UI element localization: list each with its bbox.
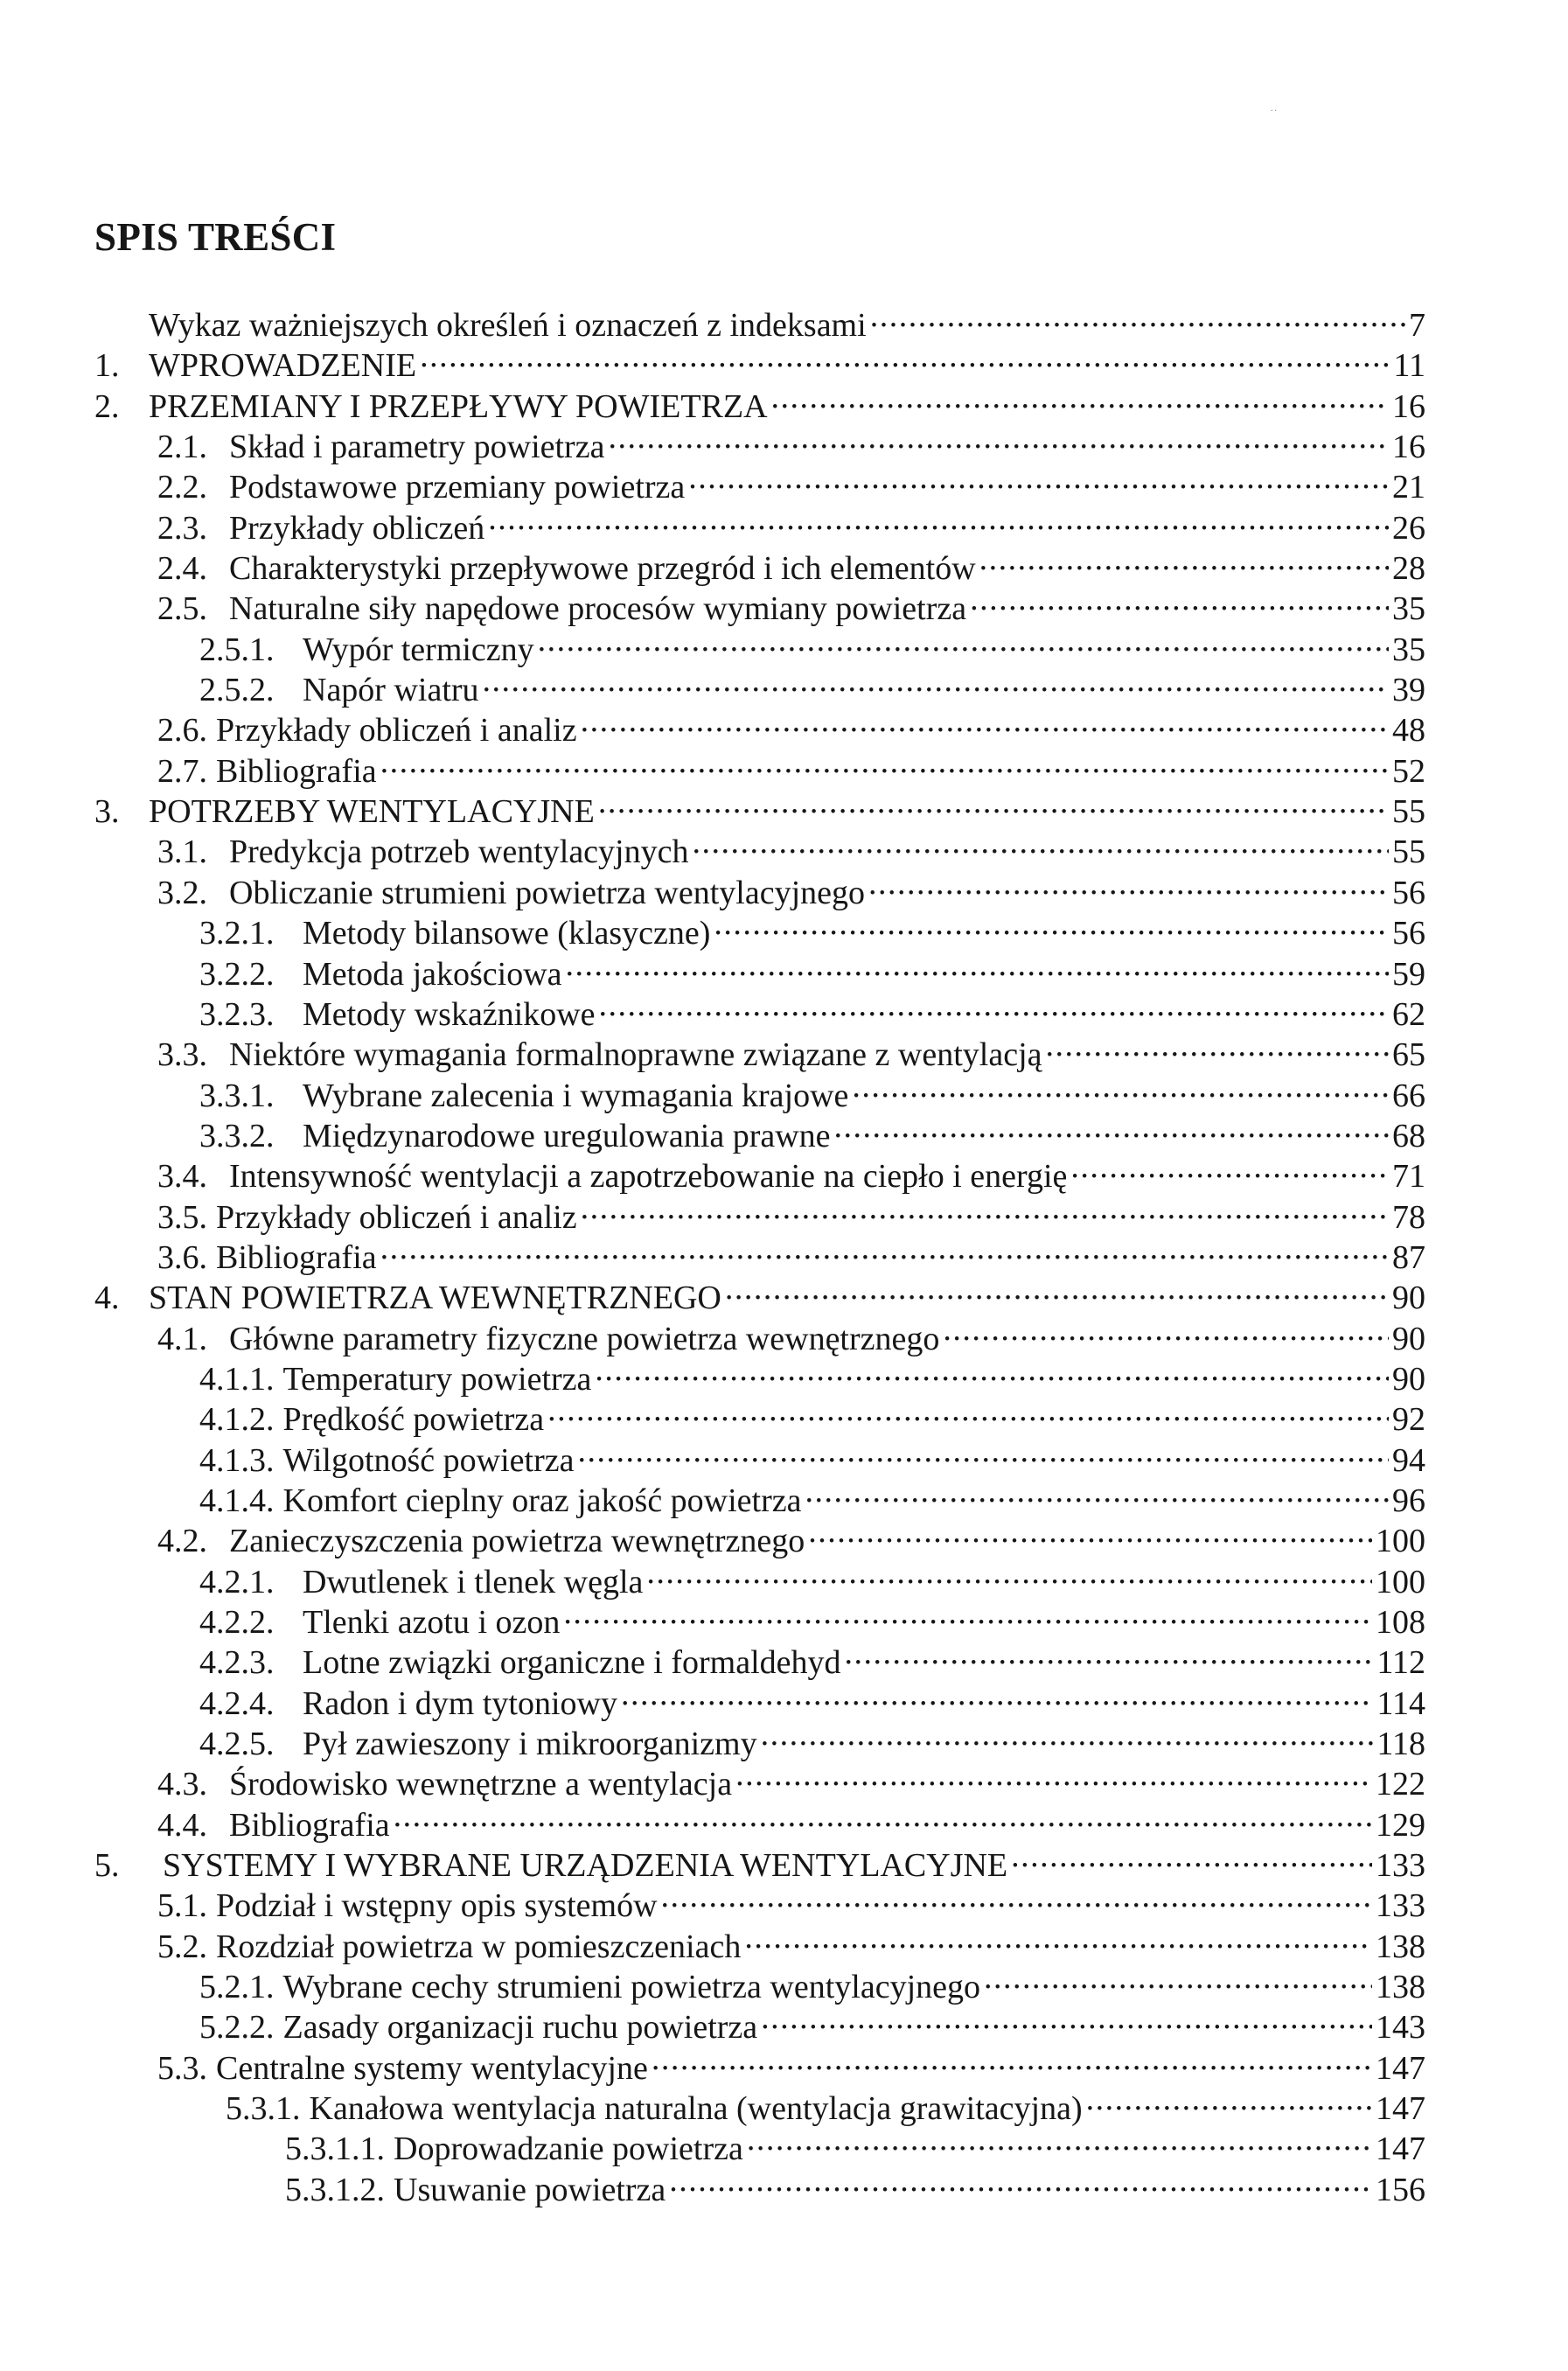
toc-entry-title: Dwutlenek i tlenek węgla [303, 1563, 644, 1600]
toc-entry-page-number: 133 [1376, 1847, 1425, 1885]
table-of-contents [94, 296, 1425, 2208]
dot-leader [547, 1390, 1389, 1430]
toc-entry-number: 5.3.1.2. [285, 2171, 385, 2208]
toc-entry-number: 3.2.3. [199, 995, 275, 1033]
toc-entry-number: 3.2.1. [199, 915, 275, 952]
dot-leader [488, 499, 1389, 539]
toc-entry-number: 5.2.1. [199, 1969, 275, 2006]
dot-leader [970, 579, 1389, 619]
toc-entry-page-number: 55 [1392, 833, 1425, 871]
toc-entry-title: Predykcja potrzeb wentylacyjnych [229, 833, 689, 871]
dot-leader [761, 1714, 1374, 1754]
dot-leader [834, 1106, 1389, 1147]
toc-entry-page-number: 94 [1392, 1441, 1425, 1479]
toc-entry-number: 4.3. [157, 1766, 207, 1803]
toc-entry-title: Bibliografia [216, 1238, 377, 1276]
dot-leader [595, 1349, 1389, 1390]
toc-entry-page-number: 147 [1376, 2049, 1425, 2087]
dot-leader [688, 457, 1389, 498]
toc-entry-title: Usuwanie powietrza [394, 2171, 666, 2208]
toc-entry-number: 4.1.3. [199, 1441, 275, 1479]
toc-entry-page-number: 68 [1392, 1117, 1425, 1154]
dot-leader [805, 1471, 1390, 1511]
dot-leader [845, 1633, 1374, 1673]
toc-entry-title: Skład i parametry powietrza [229, 429, 605, 466]
dot-leader [761, 1998, 1372, 2038]
toc-entry-title: Rozdział powietrza w pomieszczeniach [216, 1928, 742, 1965]
toc-entry-number: 2.5.1. [199, 631, 275, 668]
toc-entry-page-number: 21 [1392, 469, 1425, 506]
dot-leader [747, 2119, 1372, 2159]
toc-entry-title: Lotne związki organiczne i formaldehyd [303, 1644, 841, 1682]
toc-entry-title: Centralne systemy wentylacyjne [216, 2049, 648, 2087]
toc-entry-title: Radon i dym tytoniowy [303, 1684, 617, 1722]
dot-leader [771, 377, 1389, 417]
toc-entry-number: 3.3.1. [199, 1077, 275, 1114]
dot-leader [870, 296, 1405, 336]
toc-entry-page-number: 138 [1376, 1969, 1425, 2006]
toc-entry-number: 5.1. [157, 1887, 207, 1925]
toc-entry-page-number: 143 [1376, 2009, 1425, 2047]
toc-entry-number: 4. [94, 1280, 120, 1317]
toc-entry-page-number: 87 [1392, 1238, 1425, 1276]
dot-leader [394, 1796, 1372, 1836]
toc-entry-title: Kanałowa wentylacja naturalna (wentylacja grawitacyjna) [309, 2090, 1083, 2128]
toc-entry-number: 3.3. [157, 1036, 207, 1074]
toc-entry-page-number: 114 [1376, 1684, 1425, 1722]
toc-entry-title: Wilgotność powietrza [282, 1441, 575, 1479]
toc-entry-title: Podstawowe przemiany powietrza [229, 469, 686, 506]
dot-leader [661, 1876, 1372, 1916]
toc-entry-page-number: 11 [1393, 347, 1425, 385]
dot-leader [1086, 2079, 1372, 2119]
dot-leader [608, 417, 1389, 457]
toc-entry-page-number: 100 [1376, 1523, 1425, 1560]
toc-entry-title: Prędkość powietrza [282, 1401, 545, 1439]
toc-entry[interactable] [94, 296, 1425, 344]
toc-entry-number: 5.2.2. [199, 2009, 275, 2047]
dot-leader [735, 1754, 1372, 1795]
toc-entry-page-number: 52 [1392, 752, 1425, 790]
toc-entry-page-number: 35 [1392, 590, 1425, 628]
dot-leader [652, 2039, 1372, 2079]
toc-entry-title: POTRZEBY WENTYLACYJNE [149, 793, 595, 831]
toc-entry-number: 4.4. [157, 1806, 207, 1844]
toc-entry-number: 4.1.2. [199, 1401, 275, 1439]
toc-entry-title: Metody wskaźnikowe [303, 995, 596, 1033]
toc-entry-page-number: 56 [1392, 874, 1425, 911]
toc-entry-page-number: 108 [1376, 1604, 1425, 1641]
toc-entry-number: 5.3. [157, 2049, 207, 2087]
toc-entry-page-number: 26 [1392, 509, 1425, 547]
toc-entry-page-number: 138 [1376, 1928, 1425, 1965]
page-title: SPIS TREŚCI [94, 215, 337, 259]
dot-leader [984, 1957, 1372, 1998]
toc-entry-page-number: 112 [1376, 1644, 1425, 1682]
toc-entry-page-number: 35 [1392, 631, 1425, 668]
dot-leader [1011, 1836, 1372, 1876]
toc-entry-title: Napór wiatru [303, 672, 479, 709]
toc-entry-page-number: 56 [1392, 915, 1425, 952]
toc-entry-number: 4.2.1. [199, 1563, 275, 1600]
toc-entry-title: Doprowadzanie powietrza [394, 2130, 743, 2168]
toc-entry-number: 2.5.2. [199, 672, 275, 709]
toc-entry-title: STAN POWIETRZA WEWNĘTRZNEGO [149, 1280, 721, 1317]
toc-entry-page-number: 90 [1392, 1280, 1425, 1317]
toc-entry-number: 3.4. [157, 1158, 207, 1196]
toc-entry-number: 5. [94, 1847, 120, 1885]
toc-entry-page-number: 100 [1376, 1563, 1425, 1600]
dot-leader [808, 1511, 1372, 1552]
toc-entry-number: 3.3.2. [199, 1117, 275, 1154]
toc-entry-title: Obliczanie strumieni powietrza wentylacyjnego [229, 874, 866, 911]
toc-entry-title: Metody bilansowe (klasyczne) [303, 915, 711, 952]
dot-leader [868, 863, 1389, 903]
dot-leader [538, 620, 1389, 660]
toc-entry-page-number: 78 [1392, 1198, 1425, 1236]
toc-entry-page-number: 118 [1376, 1726, 1425, 1763]
toc-entry-page-number: 90 [1392, 1320, 1425, 1357]
toc-entry-number: 4.2. [157, 1523, 207, 1560]
toc-entry-title: Zanieczyszczenia powietrza wewnętrznego [229, 1523, 805, 1560]
toc-entry-title: Pył zawieszony i mikroorganizmy [303, 1726, 757, 1763]
toc-entry-page-number: 7 [1409, 307, 1425, 344]
toc-entry-title: Przykłady obliczeń i analiz [216, 1198, 577, 1236]
toc-entry-page-number: 62 [1392, 995, 1425, 1033]
toc-entry-page-number: 133 [1376, 1887, 1425, 1925]
toc-entry-title: Komfort cieplny oraz jakość powietrza [282, 1482, 802, 1519]
dot-leader [1070, 1147, 1389, 1187]
toc-entry-number: 3.5. [157, 1198, 207, 1236]
toc-entry-number: 2.2. [157, 469, 207, 506]
toc-entry-title: Bibliografia [229, 1806, 390, 1844]
toc-entry-page-number: 156 [1376, 2171, 1425, 2208]
toc-entry-title: Przykłady obliczeń [229, 509, 485, 547]
toc-entry-page-number: 65 [1392, 1036, 1425, 1074]
dot-leader [725, 1268, 1389, 1308]
toc-entry-number: 4.2.5. [199, 1726, 275, 1763]
dot-leader [563, 1593, 1372, 1633]
toc-entry-number: 5.2. [157, 1928, 207, 1965]
toc-entry-page-number: 90 [1392, 1360, 1425, 1398]
dot-leader [599, 985, 1389, 1025]
toc-entry-page-number: 66 [1392, 1077, 1425, 1114]
toc-entry-title: SYSTEMY I WYBRANE URZĄDZENIA WENTYLACYJNE [163, 1847, 1008, 1885]
dot-leader [581, 1188, 1389, 1228]
toc-entry-number: 2.5. [157, 590, 207, 628]
dot-leader [714, 903, 1389, 944]
toc-entry-page-number: 16 [1392, 429, 1425, 466]
toc-entry-title: Główne parametry fizyczne powietrza wewnętrznego [229, 1320, 940, 1357]
toc-entry-number: 3.2. [157, 874, 207, 911]
toc-entry-title: Temperatury powietrza [282, 1360, 592, 1398]
toc-entry-number: 2.7. [157, 752, 207, 790]
toc-entry-number: 2. [94, 387, 120, 425]
toc-entry-title: Metoda jakościowa [303, 955, 562, 993]
toc-entry-title: Środowisko wewnętrzne a wentylacja [229, 1766, 733, 1803]
toc-entry-page-number: 28 [1392, 550, 1425, 588]
dot-leader [979, 539, 1389, 579]
dot-leader [577, 1431, 1389, 1471]
toc-entry-title: Intensywność wentylacji a zapotrzebowanie na ciepło i energię [229, 1158, 1068, 1196]
toc-entry-number: 3.1. [157, 833, 207, 871]
toc-entry-page-number: 55 [1392, 793, 1425, 831]
toc-entry-title: Niektóre wymagania formalnoprawne związane z wentylacją [229, 1036, 1042, 1074]
toc-entry-number: 4.1. [157, 1320, 207, 1357]
dot-leader [669, 2160, 1372, 2200]
dot-leader [852, 1066, 1389, 1106]
toc-entry-number: 4.2.3. [199, 1644, 275, 1682]
dot-leader [566, 945, 1389, 985]
dot-leader [598, 782, 1389, 822]
toc-entry-number: 2.3. [157, 509, 207, 547]
toc-entry-number: 4.2.4. [199, 1684, 275, 1722]
toc-entry-page-number: 96 [1392, 1482, 1425, 1519]
toc-entry-title: Wybrane zalecenia i wymagania krajowe [303, 1077, 849, 1114]
toc-entry-number: 2.1. [157, 429, 207, 466]
toc-entry-number: 4.2.2. [199, 1604, 275, 1641]
toc-entry-title: Podział i wstępny opis systemów [216, 1887, 658, 1925]
toc-entry-page-number: 147 [1376, 2130, 1425, 2168]
toc-entry-title: Charakterystyki przepływowe przegród i ich elementów [229, 550, 976, 588]
toc-entry-page-number: 122 [1376, 1766, 1425, 1803]
dot-leader [621, 1674, 1373, 1714]
toc-entry-number: 4.1.1. [199, 1360, 275, 1398]
scan-speck: ˙˙ [1270, 107, 1278, 120]
toc-entry-title: Międzynarodowe uregulowania prawne [303, 1117, 831, 1154]
dot-leader [483, 660, 1389, 701]
dot-leader [692, 822, 1389, 862]
toc-entry-number: 5.3.1.1. [285, 2130, 385, 2168]
dot-leader [420, 336, 1390, 376]
toc-entry-page-number: 39 [1392, 672, 1425, 709]
dot-leader [380, 1228, 1389, 1268]
toc-entry-title: WPROWADZENIE [149, 347, 417, 385]
toc-entry-number: 3.6. [157, 1238, 207, 1276]
dot-leader [1046, 1025, 1390, 1065]
dot-leader [380, 742, 1389, 782]
toc-entry-title: Wybrane cechy strumieni powietrza wentylacyjnego [282, 1969, 980, 2006]
toc-entry-page-number: 59 [1392, 955, 1425, 993]
toc-entry-page-number: 71 [1392, 1158, 1425, 1196]
toc-entry-title: Tlenki azotu i ozon [303, 1604, 561, 1641]
toc-entry-page-number: 147 [1376, 2090, 1425, 2128]
toc-entry-number: 3.2.2. [199, 955, 275, 993]
dot-leader [744, 1917, 1372, 1957]
dot-leader [943, 1309, 1389, 1349]
dot-leader [581, 701, 1389, 741]
toc-entry-title: PRZEMIANY I PRZEPŁYWY POWIETRZA [149, 387, 768, 425]
toc-entry-title: Wypór termiczny [303, 631, 534, 668]
toc-entry-title: Naturalne siły napędowe procesów wymiany powietrza [229, 590, 967, 628]
toc-entry-page-number: 16 [1392, 387, 1425, 425]
toc-entry-page-number: 48 [1392, 712, 1425, 750]
toc-entry-number: 5.3.1. [226, 2090, 301, 2128]
toc-entry-title: Zasady organizacji ruchu powietrza [282, 2009, 758, 2047]
toc-entry-title: Przykłady obliczeń i analiz [216, 712, 577, 750]
toc-entry-page-number: 92 [1392, 1401, 1425, 1439]
toc-entry-title: Bibliografia [216, 752, 377, 790]
toc-entry-page-number: 129 [1376, 1806, 1425, 1844]
toc-entry-number: 2.6. [157, 712, 207, 750]
dot-leader [646, 1552, 1372, 1593]
toc-entry-number: 1. [94, 347, 120, 385]
toc-entry-number: 4.1.4. [199, 1482, 275, 1519]
toc-entry-title: Wykaz ważniejszych określeń i oznaczeń z indeksami [149, 307, 867, 344]
toc-entry-number: 2.4. [157, 550, 207, 588]
toc-entry-number: 3. [94, 793, 120, 831]
